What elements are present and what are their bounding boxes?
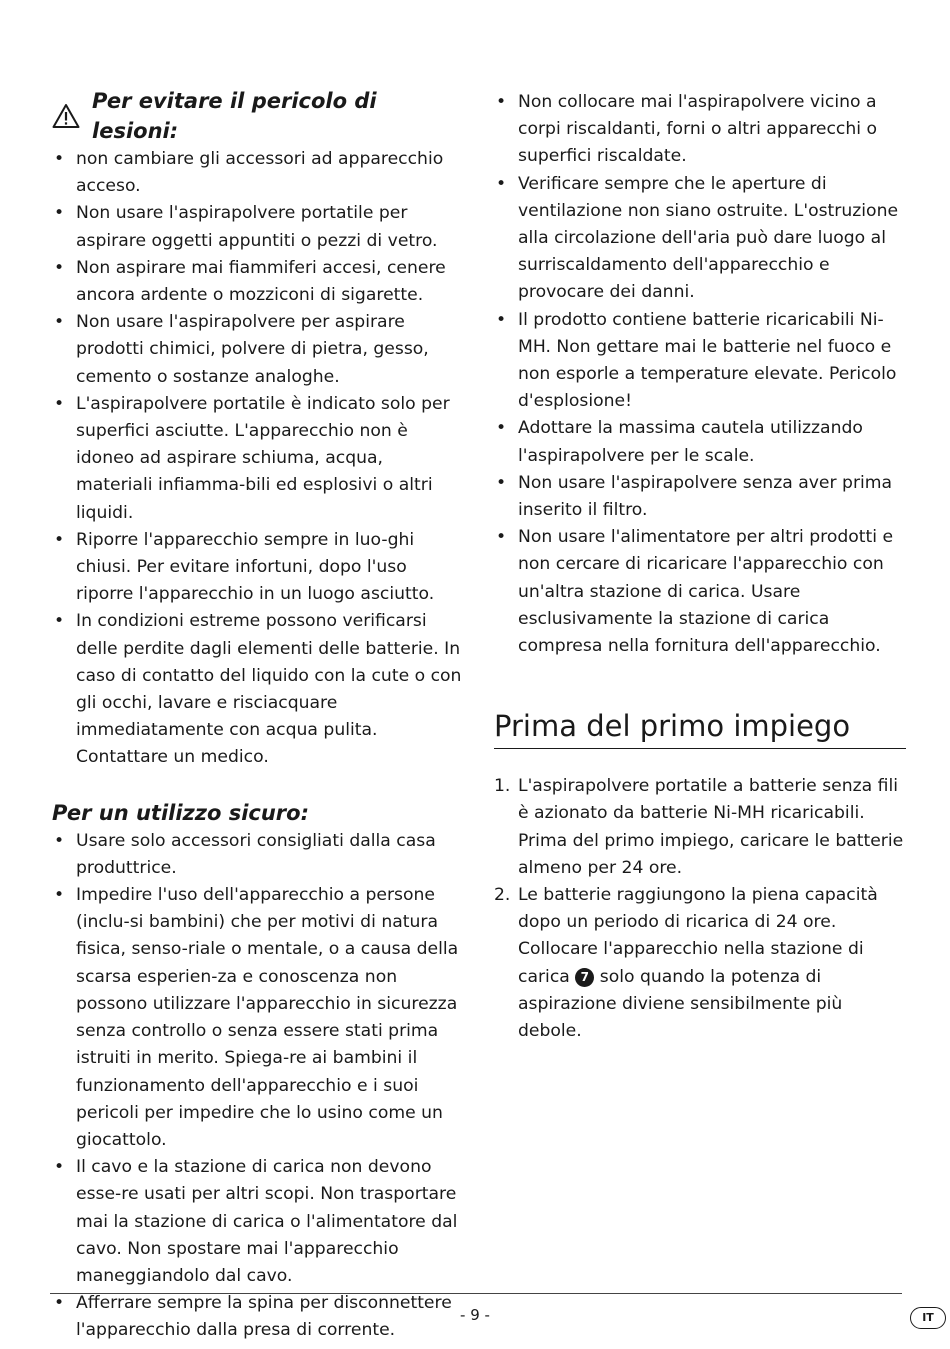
safe-use-list [52, 828, 462, 1345]
page-number: - 9 - [460, 1306, 490, 1324]
list-item: • non cambiare gli accessori ad apparecchio acceso. [52, 146, 462, 200]
list-item: • Riporre l'apparecchio sempre in luo-ghi chiusi. Per evitare infortuni, dopo l'uso riporre l'apparecchio in un luogo asciutto. [52, 527, 462, 609]
list-item: • Non aspirare mai fiammiferi accesi, cenere ancora ardente o mozziconi di sigarette. [52, 255, 462, 309]
list-item: • L'aspirapolvere portatile è indicato solo per superfici asciutte. L'apparecchio non è idoneo ad aspirare schiuma, acqua, materiali infiamma-bili ed esplosivi o altri liquidi. [52, 391, 462, 527]
list-item: • Adottare la massima cautela utilizzando l'aspirapolvere per le scale. [494, 415, 906, 469]
list-item: • Non usare l'aspirapolvere portatile per aspirare oggetti appuntiti o pezzi di vetro. [52, 200, 462, 254]
list-item: • Il prodotto contiene batterie ricaricabili Ni-MH. Non gettare mai le batterie nel fuoco e non esporle a temperature elevate. Pericolo d'esplosione! [494, 307, 906, 416]
footer-divider [50, 1293, 902, 1294]
list-item: • In condizioni estreme possono verificarsi delle perdite dagli elementi delle batterie. In caso di contatto del liquido con la cute o con gli occhi, lavare e risciacquare immediatamente con acqua pulita. Contattare un medico. [52, 608, 462, 771]
safety-list-continued [494, 89, 906, 660]
list-item: • Non collocare mai l'aspirapolvere vicino a corpi riscaldanti, forni o altri apparecchi o superfici riscaldate. [494, 89, 906, 171]
warning-list [52, 146, 462, 772]
list-item: • Non usare l'aspirapolvere senza aver prima inserito il filtro. [494, 470, 906, 524]
warning-heading [52, 86, 462, 146]
warning-heading-text: Per evitare il pericolo di lesioni: [92, 89, 377, 143]
section-title: Prima del primo impiego [494, 706, 906, 749]
language-badge: IT [910, 1307, 946, 1329]
list-item: • Usare solo accessori consigliati dalla casa produttrice. [52, 828, 462, 882]
warning-triangle-icon [52, 103, 80, 129]
step-text: L'aspirapolvere portatile a batterie senza fili è azionato da batterie Ni-MH ricaricabili. Prima del primo impiego, caricare le batterie almeno per 24 ore. [518, 776, 904, 878]
reference-number-badge: 7 [575, 968, 594, 987]
list-item: • Impedire l'uso dell'apparecchio a persone (inclu-si bambini) che per motivi di natura fisica, senso-riale o mentale, o a causa della scarsa esperien-za e conoscenza non possono utilizzare l'apparecchio in sicurezza senza controllo o senza essere stati prima istruiti in merito. Spiega-re ai bambini il funzionamento dell'apparecchio e i suoi pericoli per impedire che lo usino come un giocattolo. [52, 882, 462, 1154]
step-text: Le batterie raggiungono la piena capacità dopo un periodo di ricarica di 24 ore. Collocare l'apparecchio nella stazione di carica [518, 885, 878, 987]
step-item [494, 773, 906, 882]
left-column [52, 86, 462, 1345]
list-item: • Non usare l'alimentatore per altri prodotti e non cercare di ricaricare l'apparecchio con un'altra stazione di carica. Usare esclusivamente la stazione di carica compresa nella fornitura dell'apparecchio. [494, 524, 906, 660]
steps-list [494, 773, 906, 1045]
right-column [494, 89, 906, 1045]
step-text-continued: solo quando la potenza di aspirazione diviene sensibilmente più debole. [518, 966, 843, 1042]
step-item [494, 882, 906, 1045]
list-item: • Il cavo e la stazione di carica non devono esse-re usati per altri scopi. Non trasportare mai la stazione di carica o l'alimentatore dal cavo. Non spostare mai l'apparecchio maneggiandolo dal cavo. [52, 1154, 462, 1290]
list-item: • Verificare sempre che le aperture di ventilazione non siano ostruite. L'ostruzione alla circolazione dell'aria può dare luogo al surriscaldamento dell'apparecchio e provocare dei danni. [494, 171, 906, 307]
step-number: 2. [494, 885, 511, 906]
step-number: 1. [494, 776, 511, 797]
list-item: • Non usare l'aspirapolvere per aspirare prodotti chimici, polvere di pietra, gesso, cemento o sostanze analoghe. [52, 309, 462, 391]
safe-use-heading: Per un utilizzo sicuro: [52, 800, 309, 825]
list-item: • Afferrare sempre la spina per disconnettere l'apparecchio dalla presa di corrente. [52, 1290, 462, 1344]
